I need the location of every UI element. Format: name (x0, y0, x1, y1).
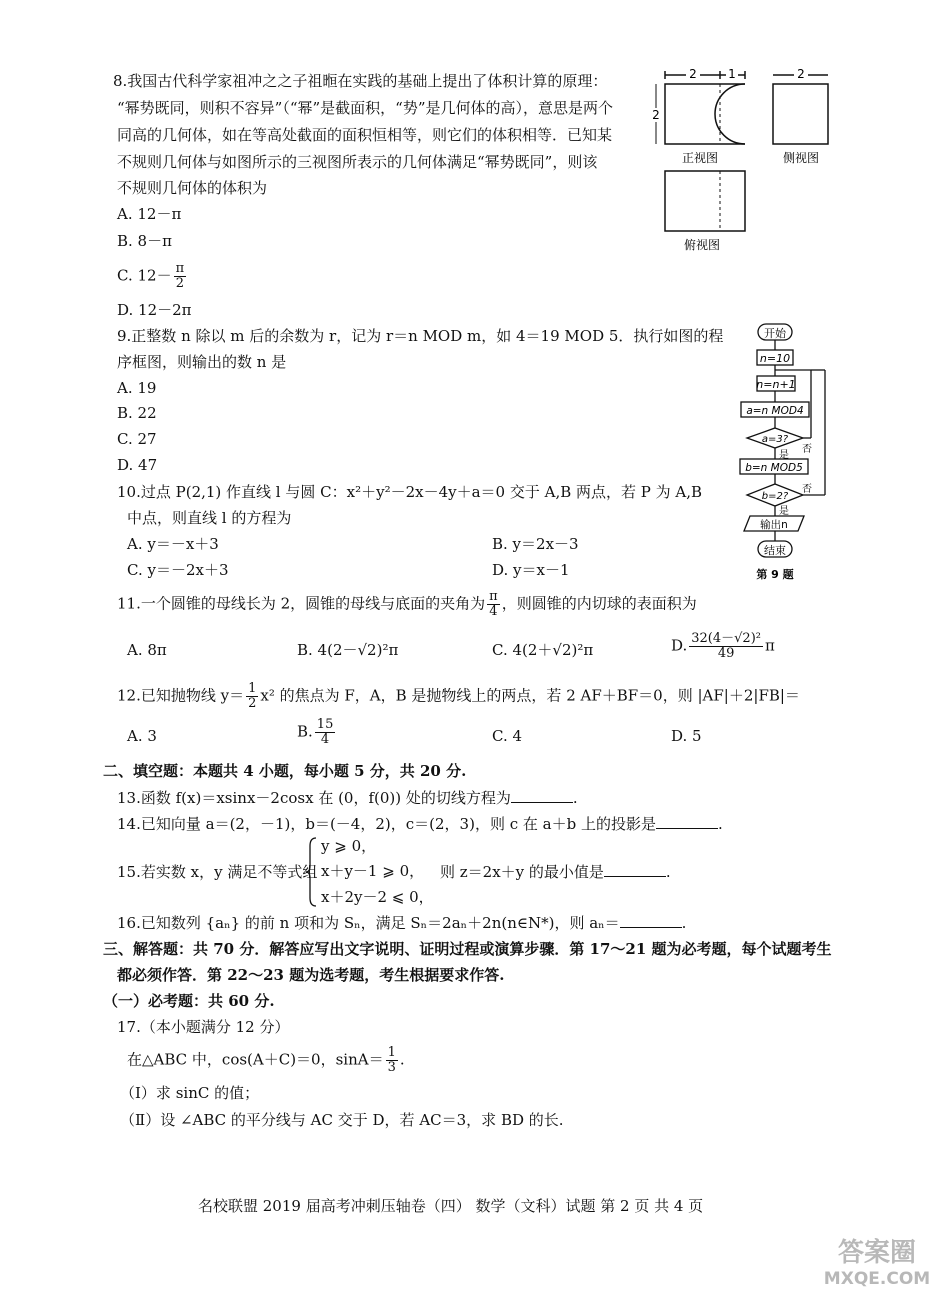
q12-option-b-num: 15 (316, 717, 334, 732)
q8-line-2: “幂势既同，则积不容异”（“幂”是截面积，“势”是几何体的高），意思是两个 (117, 99, 614, 117)
q10-option-c: C. y＝－2x＋3 (127, 561, 229, 579)
q13-text: 13.函数 f(x)＝xsinx－2cosx 在 (0，f(0)) 处的切线方程为 (117, 789, 511, 807)
q13-end: . (572, 789, 578, 807)
flowchart-figure (732, 320, 837, 582)
q12-suffix: x² 的焦点为 F，A，B 是抛物线上的两点，若 2 AF＋BF＝0，则 |AF|＋2|FB|＝ (260, 686, 800, 705)
q11-angle-fraction (487, 590, 500, 619)
watermark-line-2: MXQE.COM (823, 1269, 931, 1289)
q12-option-b-prefix: B. (297, 722, 313, 741)
q17-fraction (386, 1046, 398, 1075)
flow-start-label: 开始 (764, 327, 786, 340)
watermark (812, 1238, 942, 1290)
q12-frac-den: 2 (248, 696, 257, 711)
q8-line-4: 不规则几何体与如图所示的三视图所表示的几何体满足“幂势既同”，则该 (117, 153, 598, 171)
q11-stem (117, 590, 697, 619)
q12-option-b-fraction (315, 718, 336, 747)
three-view-figure (650, 66, 830, 256)
q12-option-d: D. 5 (671, 727, 702, 745)
q11-option-d-suffix: π (765, 636, 775, 655)
flow-output-label: 输出n (760, 519, 788, 531)
flow-no-label-1: 否 (802, 444, 812, 455)
q17-title: 17.（本小题满分 12 分） (117, 1018, 290, 1036)
flow-cond1-label: a=3? (761, 434, 789, 445)
flow-cond2-label: b=2? (761, 491, 789, 502)
q11-frac-den: 4 (489, 604, 498, 619)
q14-end: . (717, 815, 723, 833)
section-2-heading: 二、填空题：本题共 4 小题，每小题 5 分，共 20 分. (103, 762, 467, 780)
flow-mod5-label: b=n MOD5 (745, 462, 803, 474)
flow-no-label-2: 否 (802, 484, 812, 495)
side-view-label: 侧视图 (782, 151, 820, 165)
q8-option-c-num: π (175, 261, 185, 276)
q9-option-b: B. 22 (117, 404, 157, 422)
q11-option-b: B. 4(2－√2)²π (297, 641, 399, 659)
dim-1-label: 1 (728, 67, 736, 81)
q14-text: 14.已知向量 a＝(2，－1)，b＝(－4，2)，c＝(2，3)，则 c 在 a＋b 上的投影是 (117, 815, 656, 833)
q9-option-d: D. 47 (117, 456, 158, 474)
q12-option-a: A. 3 (127, 727, 157, 745)
q10-option-d: D. y＝x－1 (492, 561, 570, 579)
page-footer: 名校联盟 2019 届高考冲刺压轴卷（四） 数学（文科）试题 第 2 页 共 4 页 (198, 1197, 704, 1215)
q11-option-c: C. 4(2＋√2)²π (492, 641, 594, 659)
q11-option-d-prefix: D. (671, 636, 688, 655)
q8-option-c (117, 262, 188, 291)
flow-yes-label-1: 是 (779, 450, 789, 461)
section-3-line-1: 三、解答题：共 70 分．解答应写出文字说明、证明过程或演算步骤．第 17～21 题为必考题，每个试题考生 (103, 940, 832, 958)
q8-line-3: 同高的几何体，如在等高处截面的面积恒相等，则它们的体积相等．已知某 (117, 126, 613, 144)
q12-option-b (297, 718, 337, 747)
front-view-label: 正视图 (681, 151, 719, 165)
q10-line-1: 10.过点 P(2,1) 作直线 l 与圆 C：x²＋y²－2x－4y＋a＝0 交于 A,B 两点，若 P 为 A,B (117, 483, 703, 501)
q16-answer-blank[interactable] (620, 913, 682, 928)
q8-option-c-fraction (174, 262, 187, 291)
q15-prefix: 15.若实数 x，y 满足不等式组 (117, 863, 318, 881)
dim-height-label: 2 (652, 108, 660, 122)
flow-mod4-label: a=n MOD4 (746, 405, 804, 417)
q15-end: . (665, 863, 671, 881)
q12-option-c: C. 4 (492, 727, 523, 745)
flow-yes-label-2: 是 (779, 506, 789, 517)
top-view-label: 俯视图 (683, 238, 721, 252)
q15-constraint-1: y ⩾ 0， (321, 837, 377, 855)
watermark-line-1: 答案圈 (837, 1238, 916, 1268)
q17-given-prefix: 在△ABC 中，cos(A＋C)＝0，sinA＝ (127, 1050, 384, 1069)
q11-option-d-fraction (689, 632, 763, 661)
q8-option-c-prefix: C. 12－ (117, 266, 172, 285)
q17-given (127, 1046, 405, 1075)
q11-frac-num: π (489, 589, 498, 604)
q17-part-2: （Ⅱ）设 ∠ABC 的平分线与 AC 交于 D，若 AC＝3，求 BD 的长. (120, 1111, 564, 1129)
q9-line-1: 9.正整数 n 除以 m 后的余数为 r，记为 r＝n MOD m，如 4＝19 MOD 5．执行如图的程 (117, 327, 724, 345)
q12-option-b-den: 4 (320, 732, 330, 747)
q11-prefix: 11.一个圆锥的母线长为 2，圆锥的母线与底面的夹角为 (117, 594, 486, 613)
q15-suffix-line (440, 862, 671, 882)
q11-suffix: ，则圆锥的内切球的表面积为 (501, 594, 697, 613)
q15-constraint-2: x＋y－1 ⩾ 0， (321, 862, 425, 880)
q9-option-a: A. 19 (117, 379, 157, 397)
q11-option-d-den: 49 (717, 646, 735, 661)
q11-option-a: A. 8π (127, 641, 167, 659)
q10-option-b: B. y＝2x－3 (492, 535, 579, 553)
q17-frac-den: 3 (387, 1060, 396, 1075)
dim-side-label: 2 (797, 67, 805, 81)
q8-option-b: B. 8－π (117, 232, 172, 250)
q8-line-1: 8.我国古代科学家祖冲之之子祖暅在实践的基础上提出了体积计算的原理： (113, 72, 608, 90)
q13-answer-blank[interactable] (511, 788, 573, 803)
q11-option-d (671, 632, 775, 661)
q17-frac-num: 1 (387, 1045, 396, 1060)
q15-suffix: 则 z＝2x＋y 的最小值是 (440, 863, 604, 881)
q12-stem (117, 682, 800, 711)
q10-line-2: 中点，则直线 l 的方程为 (127, 509, 292, 527)
q17-part-1: （Ⅰ）求 sinC 的值； (120, 1084, 260, 1102)
section-3-line-2: 都必须作答．第 22～23 题为选考题，考生根据要求作答. (117, 966, 505, 984)
q11-option-d-num: 32(4－√2)² (691, 631, 761, 646)
q9-option-c: C. 27 (117, 430, 157, 448)
q16-text: 16.已知数列 {aₙ} 的前 n 项和为 Sₙ，满足 Sₙ＝2aₙ＋2n(n∈N*)，则 aₙ＝ (117, 914, 620, 932)
q12-frac-num: 1 (248, 681, 257, 696)
flow-step-label: n=n+1 (756, 378, 796, 391)
flowchart-caption: 第 9 题 (756, 568, 794, 581)
section-3-sub-heading: （一）必考题：共 60 分. (103, 992, 275, 1010)
q10-option-a: A. y＝－x＋3 (127, 535, 219, 553)
q14-answer-blank[interactable] (656, 814, 718, 829)
q12-prefix: 12.已知抛物线 y＝ (117, 686, 245, 705)
q16-end: . (681, 914, 687, 932)
question-13 (117, 788, 578, 808)
q15-brace (306, 836, 318, 908)
question-16 (117, 913, 686, 933)
q17-given-end: . (399, 1050, 405, 1069)
q8-option-c-den: 2 (175, 276, 184, 291)
q15-constraint-3: x＋2y－2 ⩽ 0， (321, 888, 434, 906)
q8-option-a: A. 12－π (117, 205, 182, 223)
question-14 (117, 814, 723, 834)
q9-line-2: 序框图，则输出的数 n 是 (117, 353, 287, 371)
dim-2-label: 2 (689, 67, 697, 81)
q15-answer-blank[interactable] (604, 862, 666, 877)
q8-option-d: D. 12－2π (117, 301, 192, 319)
q8-line-5: 不规则几何体的体积为 (117, 179, 268, 197)
q12-coefficient-fraction (246, 682, 258, 711)
flow-end-label: 结束 (764, 544, 786, 557)
flow-init-label: n=10 (759, 352, 791, 365)
